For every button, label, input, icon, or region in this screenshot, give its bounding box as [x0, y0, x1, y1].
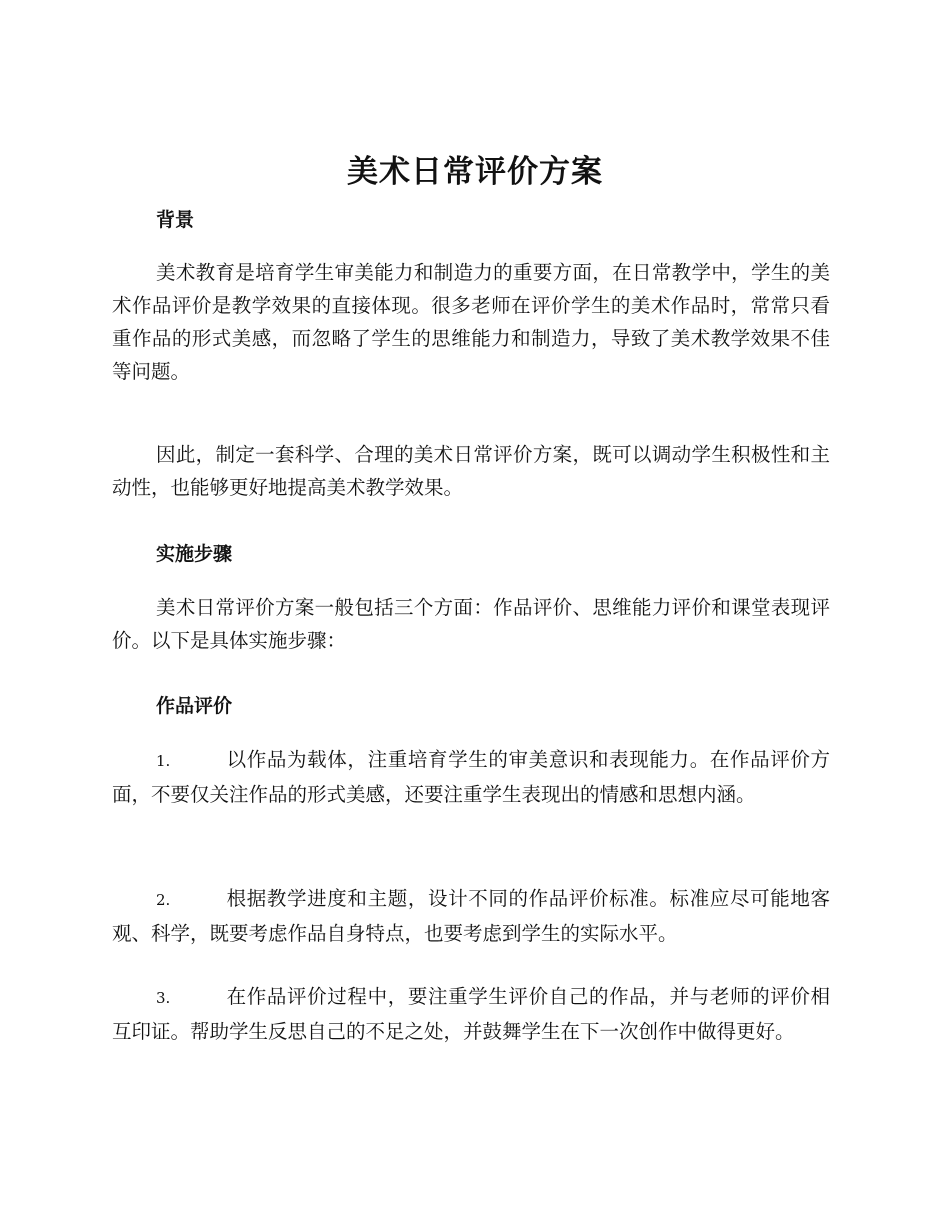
- list-item-text: 根据教学进度和主题，设计不同的作品评价标准。标准应尽可能地客观、科学，既要考虑作品自身特点，也要考虑到学生的实际水平。: [112, 887, 830, 945]
- list-item-text: 以作品为载体，注重培育学生的审美意识和表现能力。在作品评价方面，不要仅关注作品的形式美感，还要注重学生表现出的情感和思想内涵。: [112, 748, 830, 806]
- list-item-number: 1.: [156, 752, 171, 770]
- list-item-number: 2.: [156, 891, 171, 909]
- paragraph-background-2: 因此，制定一套科学、合理的美术日常评价方案，既可以调动学生积极性和主动性，也能够更好地提高美术教学效果。: [112, 443, 830, 499]
- list-item: [112, 743, 830, 811]
- section-heading-steps: 实施步骤: [156, 543, 233, 565]
- section-heading-background: 背景: [156, 209, 195, 231]
- paragraph-background-1: 美术教育是培育学生审美能力和制造力的重要方面，在日常教学中，学生的美术作品评价是教学效果的直接体现。很多老师在评价学生的美术作品时，常常只看重作品的形式美感，而忽略了学生的思维能力和制造力，导致了美术教学效果不佳等问题。: [112, 261, 830, 383]
- list-item: [112, 882, 830, 950]
- paragraph-steps-1: 美术日常评价方案一般包括三个方面：作品评价、思维能力评价和课堂表现评价。以下是具体实施步骤：: [112, 596, 830, 652]
- list-item: [112, 980, 830, 1048]
- page-title: 美术日常评价方案: [347, 154, 603, 190]
- list-item-text: 在作品评价过程中，要注重学生评价自己的作品，并与老师的评价相互印证。帮助学生反思自己的不足之处，并鼓舞学生在下一次创作中做得更好。: [112, 985, 830, 1043]
- list-item-number: 3.: [156, 989, 171, 1007]
- section-heading-works: 作品评价: [156, 695, 233, 717]
